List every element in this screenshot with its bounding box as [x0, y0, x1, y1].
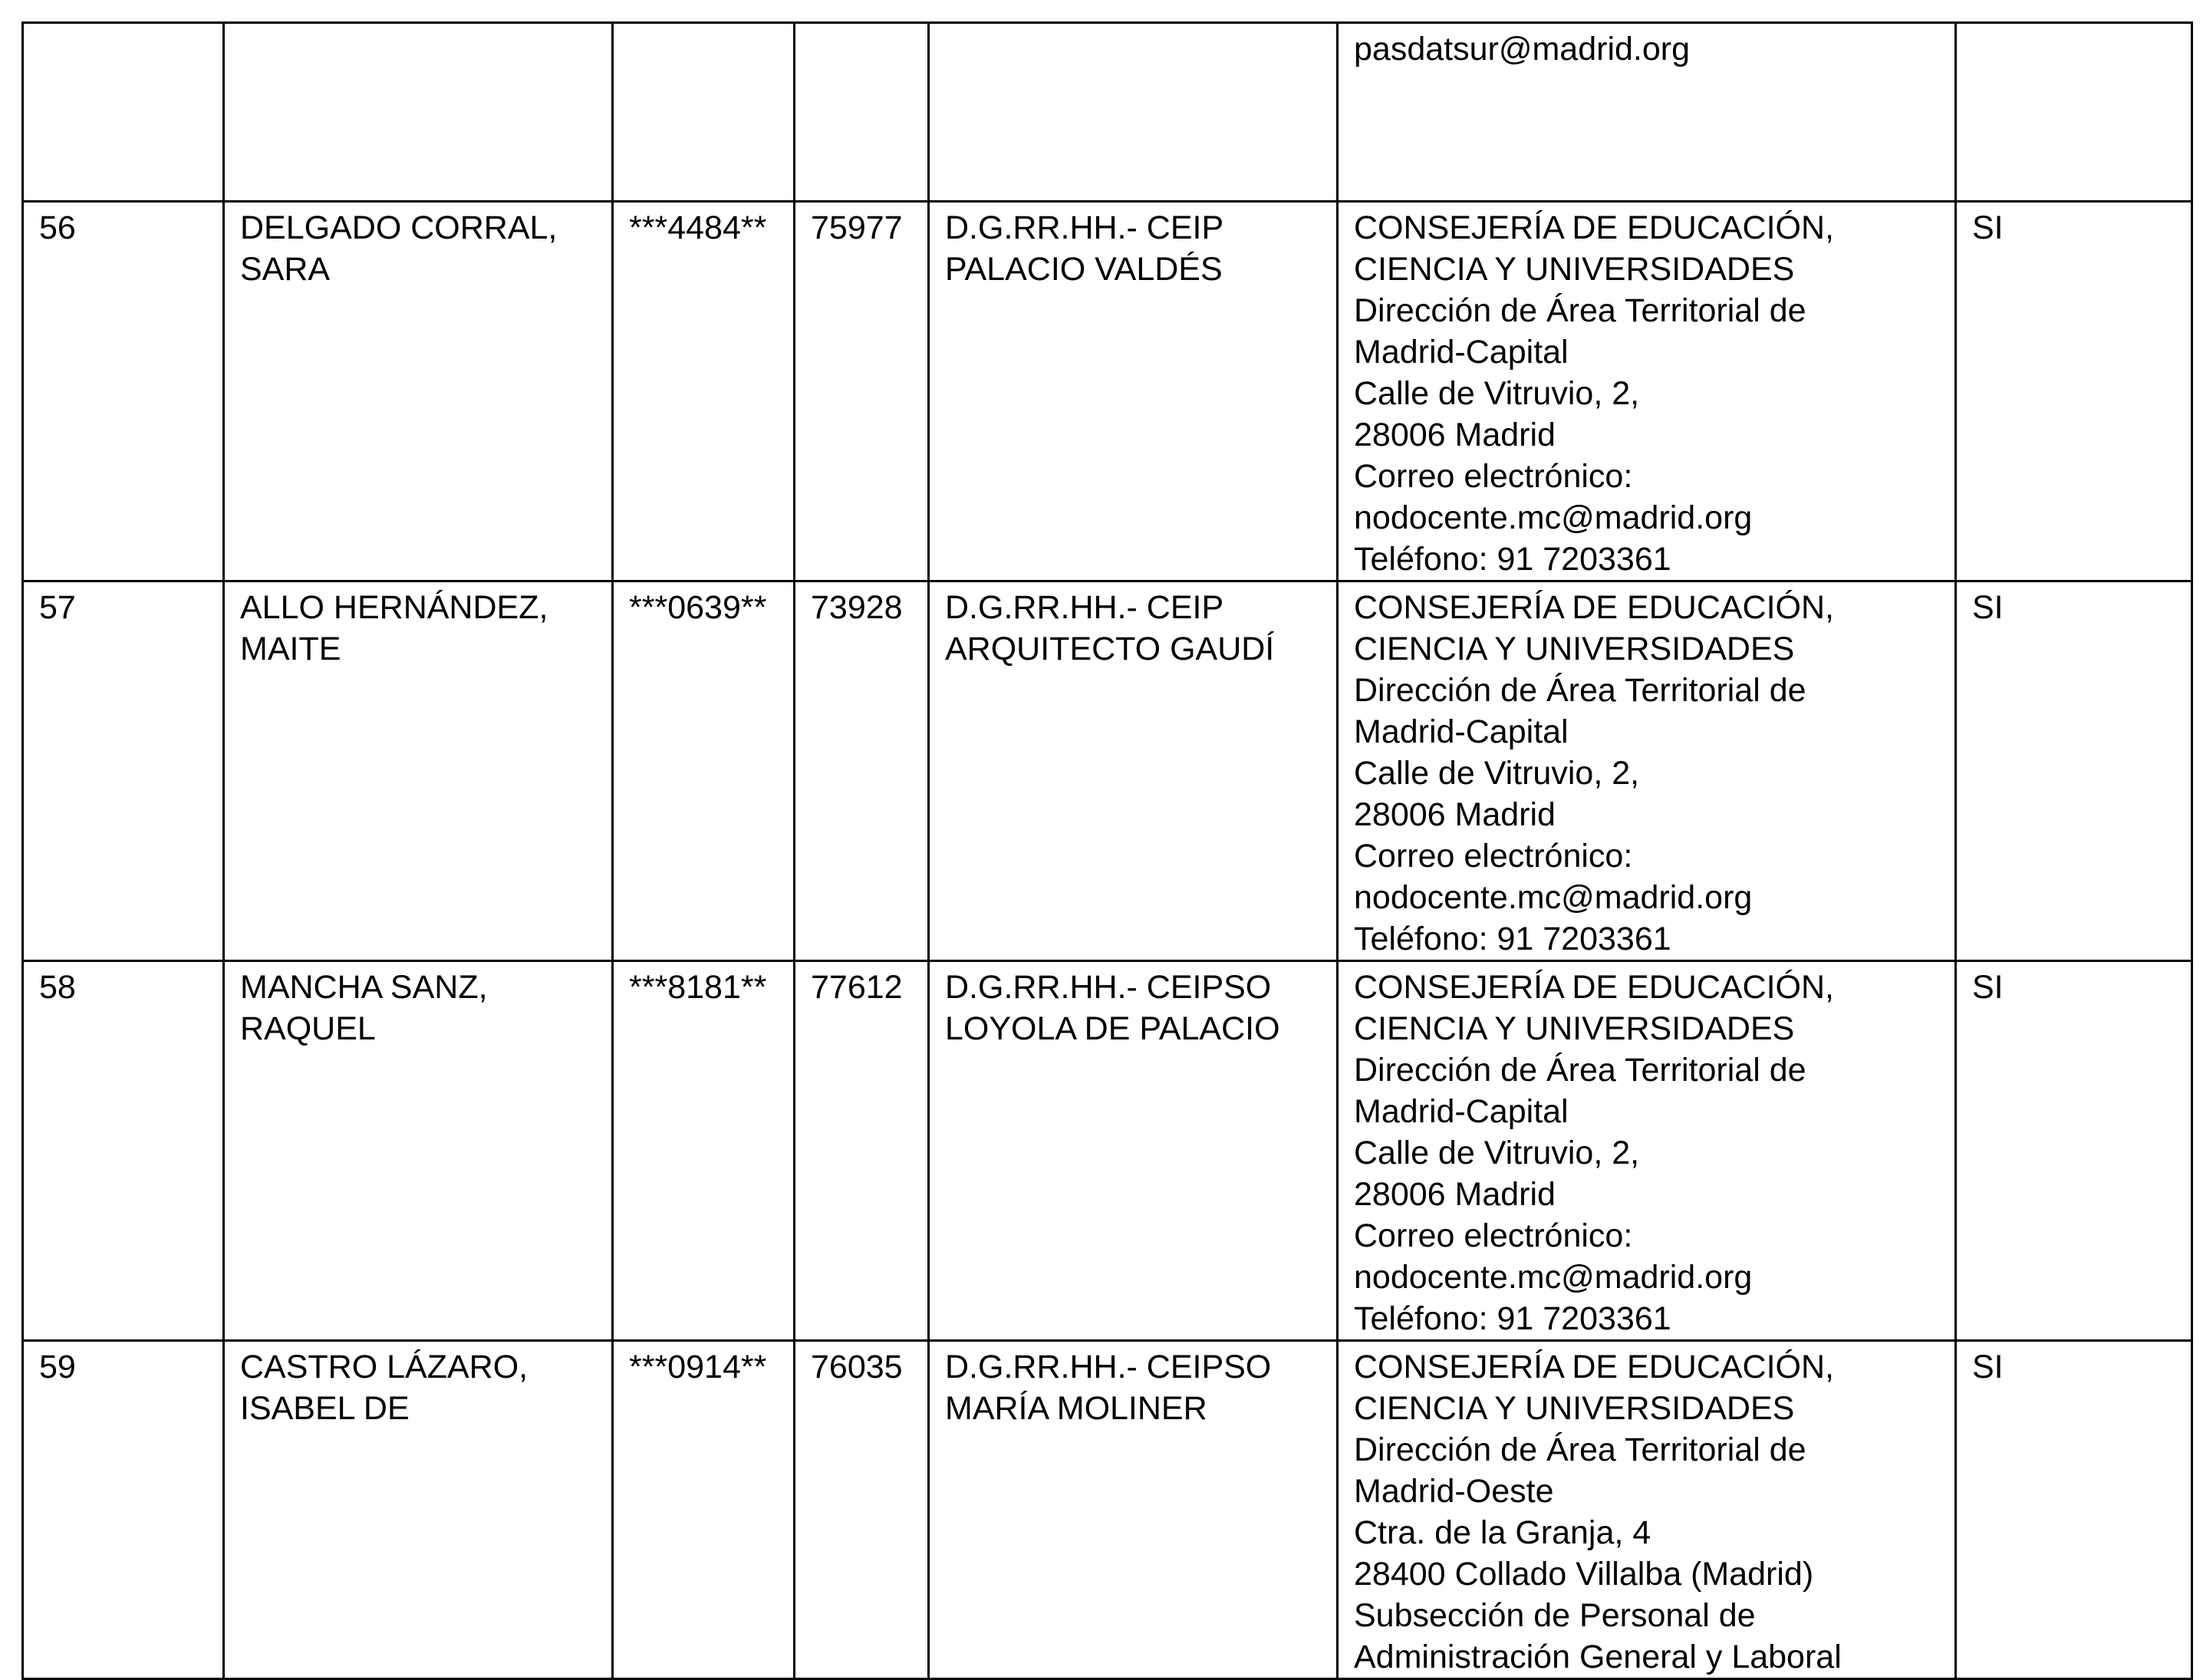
contact-line: CIENCIA Y UNIVERSIDADES [1354, 251, 1795, 288]
contact-line: CIENCIA Y UNIVERSIDADES [1354, 1390, 1795, 1427]
contact-line: Calle de Vitruvio, 2, [1354, 755, 1640, 792]
contact-line: 28400 Collado Villalba (Madrid) [1354, 1556, 1814, 1593]
cell-number: 58 [23, 961, 224, 1341]
contact-line: Administración General y Laboral [1354, 1639, 1842, 1675]
contact-phone: Teléfono: 91 7203361 [1354, 1300, 1671, 1337]
cell-id [613, 23, 795, 202]
contact-email: nodocente.mc@madrid.org [1354, 1259, 1753, 1296]
contact-line: Correo electrónico: [1354, 838, 1633, 875]
cell-flag: SI [1956, 581, 2192, 961]
destination-line: D.G.RR.HH.- CEIP [945, 589, 1224, 626]
contact-line: CONSEJERÍA DE EDUCACIÓN, [1354, 969, 1834, 1006]
contact-line: Calle de Vitruvio, 2, [1354, 1135, 1640, 1171]
cell-code: 75977 [795, 202, 929, 581]
destination-line: PALACIO VALDÉS [945, 251, 1223, 288]
cell-contact [1338, 23, 1956, 202]
contact-line: 28006 Madrid [1354, 1176, 1556, 1213]
name-line: CASTRO LÁZARO, [240, 1349, 529, 1385]
contact-line: 28006 Madrid [1354, 796, 1556, 833]
table-row [23, 202, 2192, 581]
contact-line: CIENCIA Y UNIVERSIDADES [1354, 631, 1795, 667]
contact-line: Dirección de Área Territorial de [1354, 292, 1806, 329]
cell-destination [929, 961, 1338, 1341]
cell-code: 73928 [795, 581, 929, 961]
contact-line: Subsección de Personal de [1354, 1597, 1756, 1634]
contact-line: Madrid-Capital [1354, 334, 1569, 371]
contact-line: CONSEJERÍA DE EDUCACIÓN, [1354, 209, 1834, 246]
contact-line: 28006 Madrid [1354, 417, 1556, 453]
destination-line: MARÍA MOLINER [945, 1390, 1207, 1427]
contact-line: Correo electrónico: [1354, 458, 1633, 495]
cell-flag: SI [1956, 961, 2192, 1341]
cell-number: 59 [23, 1341, 224, 1679]
contact-line: Calle de Vitruvio, 2, [1354, 375, 1640, 412]
cell-destination [929, 581, 1338, 961]
cell-id: ***4484** [613, 202, 795, 581]
contact-line: Dirección de Área Territorial de [1354, 1052, 1806, 1089]
name-line: ISABEL DE [240, 1390, 410, 1427]
cell-destination [929, 23, 1338, 202]
contact-line: Dirección de Área Territorial de [1354, 1431, 1806, 1468]
cell-id: ***0639** [613, 581, 795, 961]
contact-line: Madrid-Capital [1354, 713, 1569, 750]
contact-email: nodocente.mc@madrid.org [1354, 499, 1753, 536]
name-line: RAQUEL [240, 1010, 376, 1047]
contact-line: Madrid-Capital [1354, 1093, 1569, 1130]
destination-line: LOYOLA DE PALACIO [945, 1010, 1280, 1047]
cell-destination [929, 202, 1338, 581]
destination-line: D.G.RR.HH.- CEIPSO [945, 1349, 1272, 1385]
contact-line: CONSEJERÍA DE EDUCACIÓN, [1354, 589, 1834, 626]
cell-name [224, 581, 613, 961]
name-line: MAITE [240, 631, 341, 667]
cell-number: 56 [23, 202, 224, 581]
table-row [23, 581, 2192, 961]
contact-email: nodocente.mc@madrid.org [1354, 879, 1753, 916]
name-line: ALLO HERNÁNDEZ, [240, 589, 548, 626]
cell-code: 76035 [795, 1341, 929, 1679]
table-row [23, 961, 2192, 1341]
cell-name [224, 202, 613, 581]
cell-contact [1338, 961, 1956, 1341]
name-line: SARA [240, 251, 331, 288]
contact-phone: Teléfono: 91 7203361 [1354, 921, 1671, 957]
contact-line: CONSEJERÍA DE EDUCACIÓN, [1354, 1349, 1834, 1385]
cell-contact [1338, 202, 1956, 581]
contact-line: Ctra. de la Granja, 4 [1354, 1514, 1651, 1551]
name-line: MANCHA SANZ, [240, 969, 488, 1006]
destination-line: D.G.RR.HH.- CEIPSO [945, 969, 1272, 1006]
cell-name [224, 23, 613, 202]
cell-code [795, 23, 929, 202]
cell-name [224, 1341, 613, 1679]
contact-line: Dirección de Área Territorial de [1354, 672, 1806, 709]
personnel-table [21, 21, 2193, 1680]
cell-number [23, 23, 224, 202]
contact-line: pasdatsur@madrid.org [1354, 31, 1691, 68]
cell-flag: SI [1956, 202, 2192, 581]
cell-id: ***0914** [613, 1341, 795, 1679]
destination-line: D.G.RR.HH.- CEIP [945, 209, 1224, 246]
cell-name [224, 961, 613, 1341]
table-row [23, 23, 2192, 202]
destination-line: ARQUITECTO GAUDÍ [945, 631, 1275, 667]
cell-flag: SI [1956, 1341, 2192, 1679]
contact-line: Correo electrónico: [1354, 1217, 1633, 1254]
cell-contact [1338, 581, 1956, 961]
cell-flag [1956, 23, 2192, 202]
cell-code: 77612 [795, 961, 929, 1341]
contact-line: CIENCIA Y UNIVERSIDADES [1354, 1010, 1795, 1047]
name-line: DELGADO CORRAL, [240, 209, 558, 246]
contact-phone: Teléfono: 91 7203361 [1354, 541, 1671, 578]
table-row [23, 1341, 2192, 1679]
cell-id: ***8181** [613, 961, 795, 1341]
cell-number: 57 [23, 581, 224, 961]
cell-contact [1338, 1341, 1956, 1679]
cell-destination [929, 1341, 1338, 1679]
contact-line: Madrid-Oeste [1354, 1473, 1554, 1510]
